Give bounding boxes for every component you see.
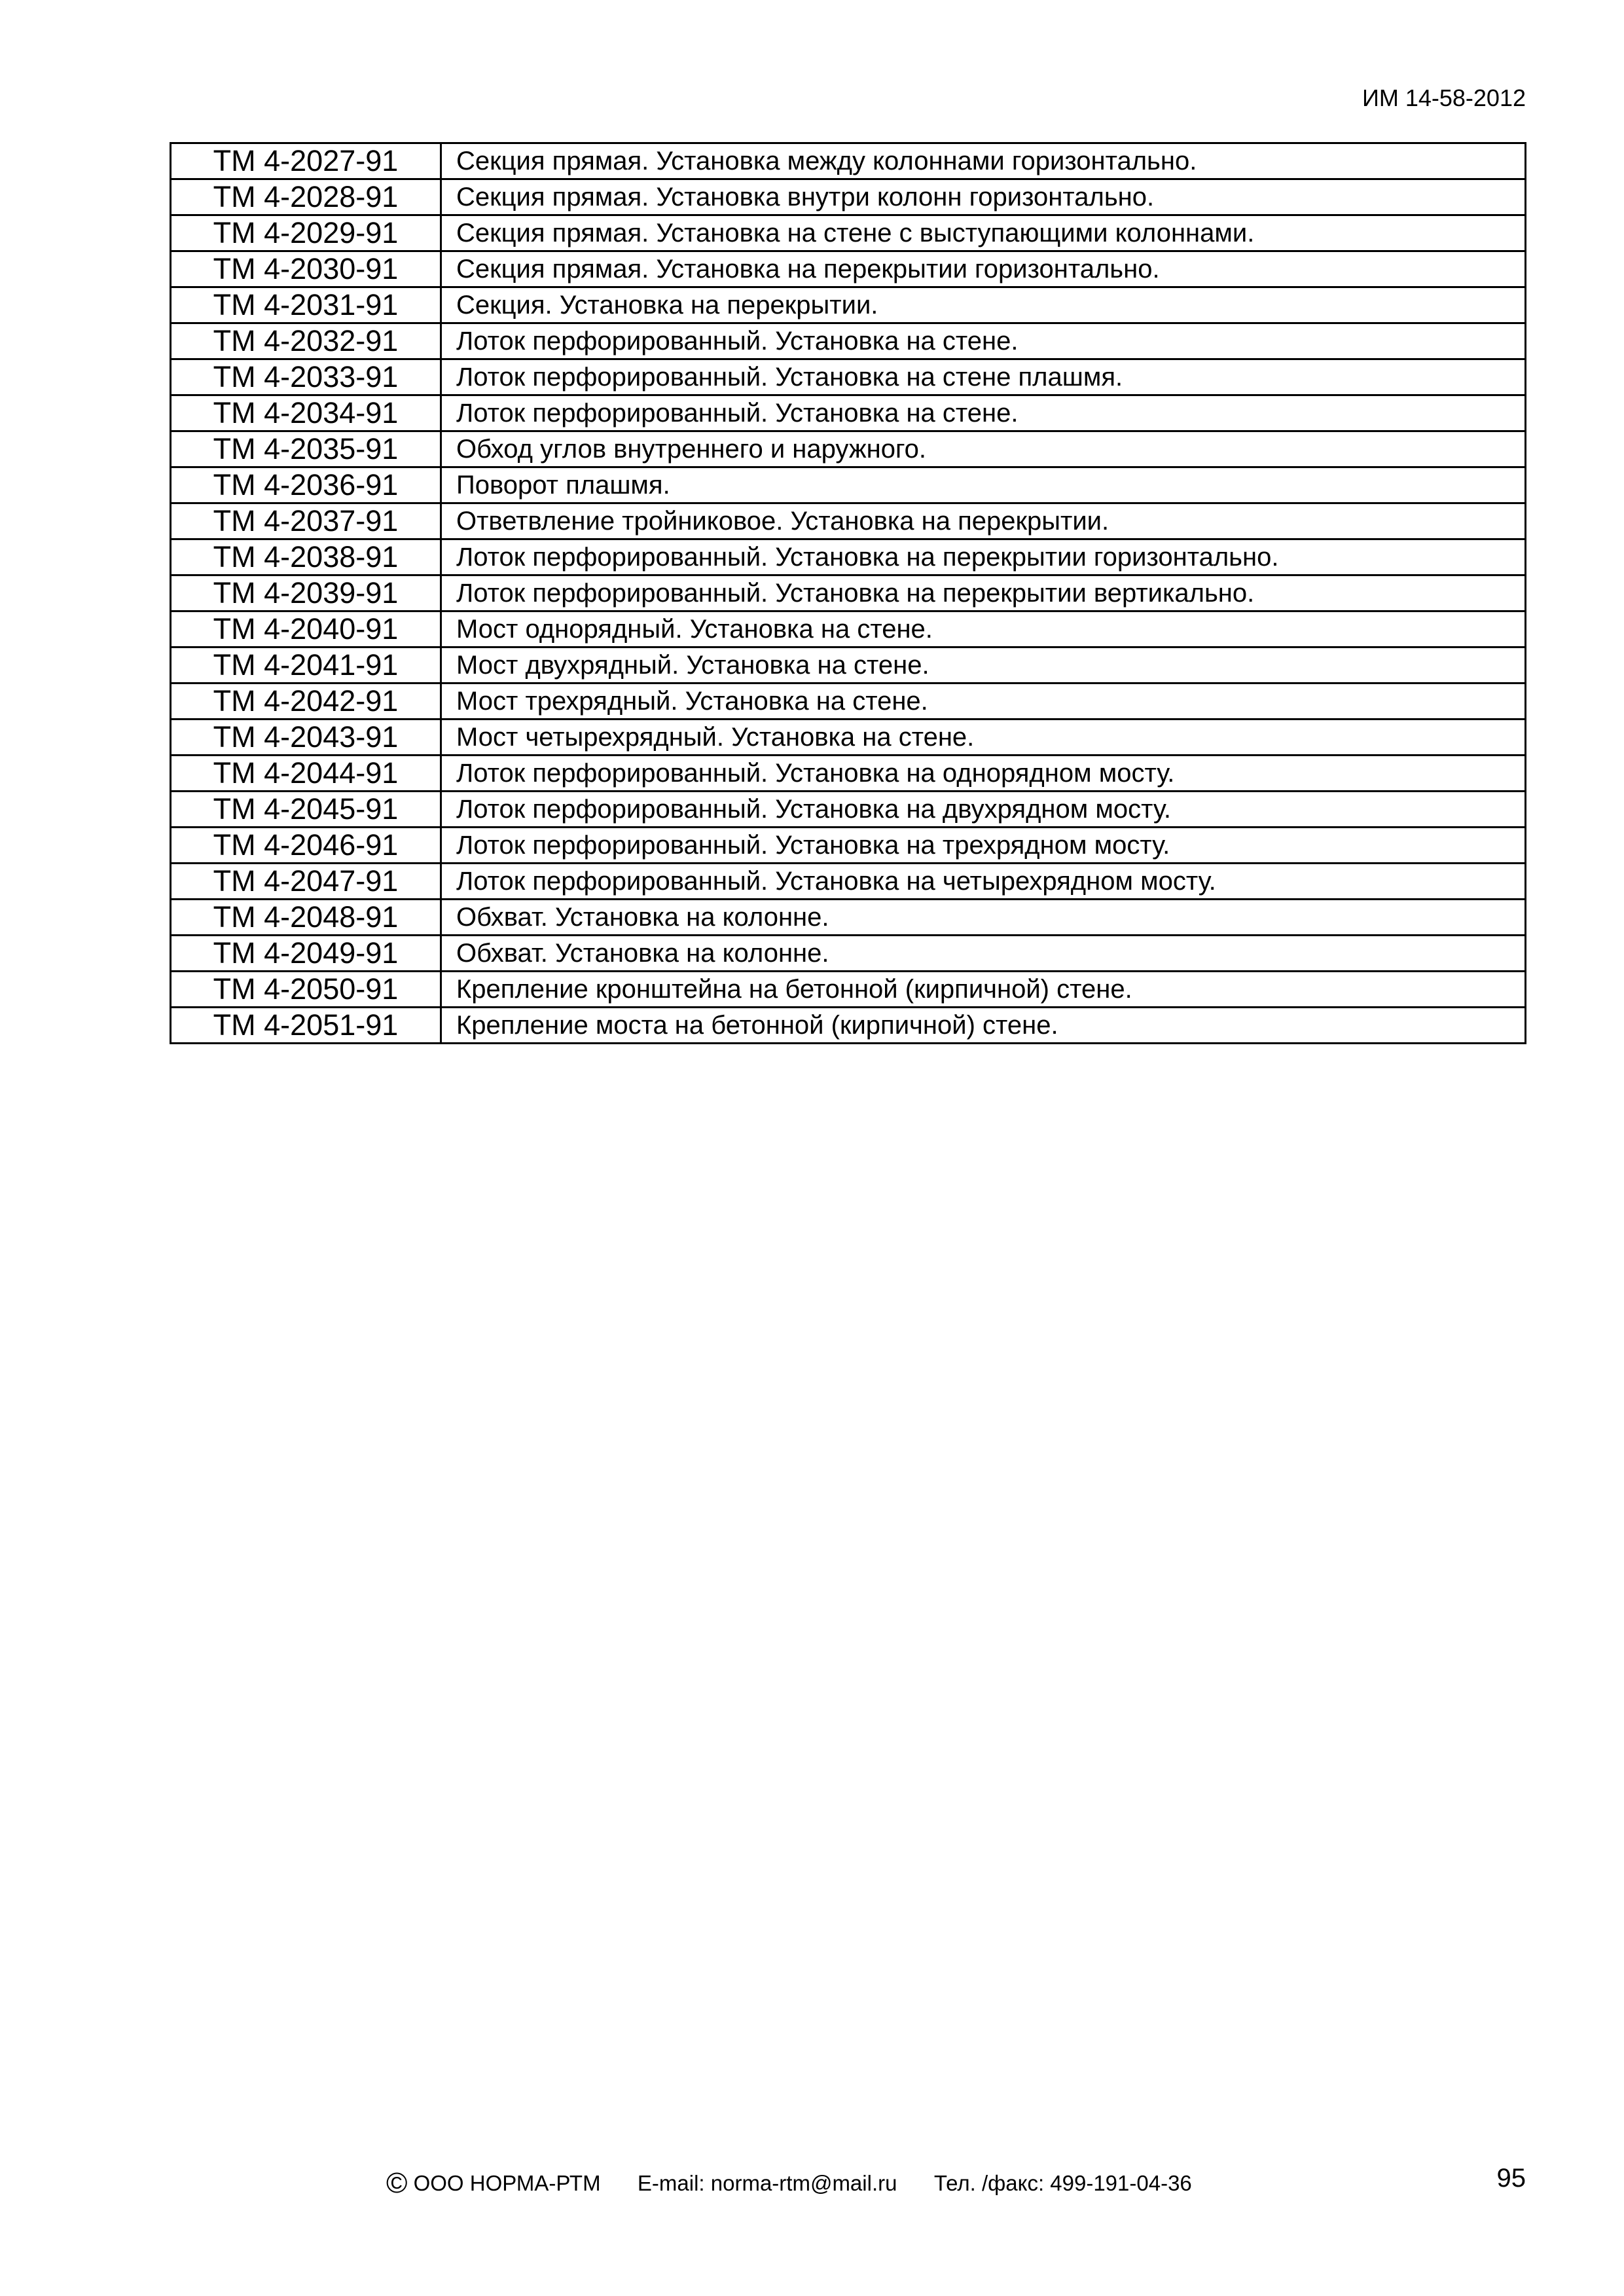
table-row	[171, 900, 1526, 936]
document-title-cell: Лоток перфорированный. Установка на трехрядном мосту.	[441, 828, 1526, 864]
document-title-cell: Ответвление тройниковое. Установка на перекрытии.	[441, 503, 1526, 539]
document-reference-table	[170, 142, 1526, 1044]
table-row	[171, 1008, 1526, 1044]
table-row	[171, 323, 1526, 359]
table-row	[171, 251, 1526, 287]
table-row	[171, 539, 1526, 575]
document-title-cell: Обход углов внутреннего и наружного.	[441, 431, 1526, 467]
table-row	[171, 936, 1526, 972]
document-code-cell: ТМ 4-2042-91	[171, 683, 441, 720]
footer-email: E-mail: norma-rtm@mail.ru	[637, 2171, 897, 2195]
document-title-cell: Лоток перфорированный. Установка на однорядном мосту.	[441, 756, 1526, 792]
document-title-cell: Мост однорядный. Установка на стене.	[441, 611, 1526, 647]
table-row	[171, 864, 1526, 900]
document-code-cell: ТМ 4-2045-91	[171, 792, 441, 828]
document-title-cell: Секция прямая. Установка на стене с выступающими колоннами.	[441, 215, 1526, 251]
document-code-cell: ТМ 4-2032-91	[171, 323, 441, 359]
document-code-cell: ТМ 4-2048-91	[171, 900, 441, 936]
table-row	[171, 179, 1526, 215]
table-row	[171, 972, 1526, 1008]
table-row	[171, 359, 1526, 395]
document-title-cell: Секция. Установка на перекрытии.	[441, 287, 1526, 323]
document-title-cell: Секция прямая. Установка на перекрытии горизонтально.	[441, 251, 1526, 287]
document-code-cell: ТМ 4-2046-91	[171, 828, 441, 864]
table-row	[171, 395, 1526, 431]
document-code-cell: ТМ 4-2047-91	[171, 864, 441, 900]
document-code-cell: ТМ 4-2040-91	[171, 611, 441, 647]
document-code-cell: ТМ 4-2027-91	[171, 143, 441, 179]
document-code-cell: ТМ 4-2035-91	[171, 431, 441, 467]
document-code-cell: ТМ 4-2041-91	[171, 647, 441, 683]
document-code-cell: ТМ 4-2036-91	[171, 467, 441, 503]
document-title-cell: Секция прямая. Установка внутри колонн горизонтально.	[441, 179, 1526, 215]
table-row	[171, 611, 1526, 647]
document-title-cell: Обхват. Установка на колонне.	[441, 900, 1526, 936]
document-title-cell: Крепление кронштейна на бетонной (кирпичной) стене.	[441, 972, 1526, 1008]
table-row	[171, 683, 1526, 720]
document-code-cell: ТМ 4-2037-91	[171, 503, 441, 539]
document-code-cell: ТМ 4-2050-91	[171, 972, 441, 1008]
document-title-cell: Лоток перфорированный. Установка на двухрядном мосту.	[441, 792, 1526, 828]
table-row	[171, 828, 1526, 864]
document-code-cell: ТМ 4-2038-91	[171, 539, 441, 575]
document-code-cell: ТМ 4-2043-91	[171, 720, 441, 756]
page-footer	[386, 2167, 1192, 2199]
document-code-cell: ТМ 4-2034-91	[171, 395, 441, 431]
table-row	[171, 503, 1526, 539]
copyright-icon: ©	[386, 2167, 408, 2199]
document-code-cell: ТМ 4-2051-91	[171, 1008, 441, 1044]
page-number: 95	[1496, 2164, 1526, 2193]
document-title-cell: Секция прямая. Установка между колоннами горизонтально.	[441, 143, 1526, 179]
table-body	[171, 143, 1526, 1044]
table-row	[171, 792, 1526, 828]
footer-phone: Тел. /факс: 499-191-04-36	[933, 2171, 1192, 2195]
document-code: ИМ 14-58-2012	[1362, 84, 1526, 111]
document-code-cell: ТМ 4-2049-91	[171, 936, 441, 972]
document-code-cell: ТМ 4-2030-91	[171, 251, 441, 287]
document-title-cell: Обхват. Установка на колонне.	[441, 936, 1526, 972]
document-title-cell: Лоток перфорированный. Установка на четырехрядном мосту.	[441, 864, 1526, 900]
document-code-cell: ТМ 4-2033-91	[171, 359, 441, 395]
document-code-cell: ТМ 4-2028-91	[171, 179, 441, 215]
document-title-cell: Лоток перфорированный. Установка на стене плашмя.	[441, 359, 1526, 395]
footer-company: ООО НОРМА-РТМ	[413, 2171, 601, 2195]
table-row	[171, 431, 1526, 467]
document-title-cell: Лоток перфорированный. Установка на перекрытии горизонтально.	[441, 539, 1526, 575]
table-row	[171, 467, 1526, 503]
table-row	[171, 215, 1526, 251]
document-title-cell: Лоток перфорированный. Установка на стене.	[441, 395, 1526, 431]
document-title-cell: Лоток перфорированный. Установка на стене.	[441, 323, 1526, 359]
document-title-cell: Лоток перфорированный. Установка на перекрытии вертикально.	[441, 575, 1526, 611]
table-row	[171, 720, 1526, 756]
document-code-cell: ТМ 4-2031-91	[171, 287, 441, 323]
document-title-cell: Мост четырехрядный. Установка на стене.	[441, 720, 1526, 756]
document-title-cell: Мост двухрядный. Установка на стене.	[441, 647, 1526, 683]
document-code-cell: ТМ 4-2029-91	[171, 215, 441, 251]
document-code-cell: ТМ 4-2039-91	[171, 575, 441, 611]
document-title-cell: Мост трехрядный. Установка на стене.	[441, 683, 1526, 720]
table-row	[171, 143, 1526, 179]
table-row	[171, 647, 1526, 683]
document-title-cell: Поворот плашмя.	[441, 467, 1526, 503]
document-title-cell: Крепление моста на бетонной (кирпичной) стене.	[441, 1008, 1526, 1044]
table-row	[171, 287, 1526, 323]
table-row	[171, 756, 1526, 792]
table-row	[171, 575, 1526, 611]
document-code-cell: ТМ 4-2044-91	[171, 756, 441, 792]
